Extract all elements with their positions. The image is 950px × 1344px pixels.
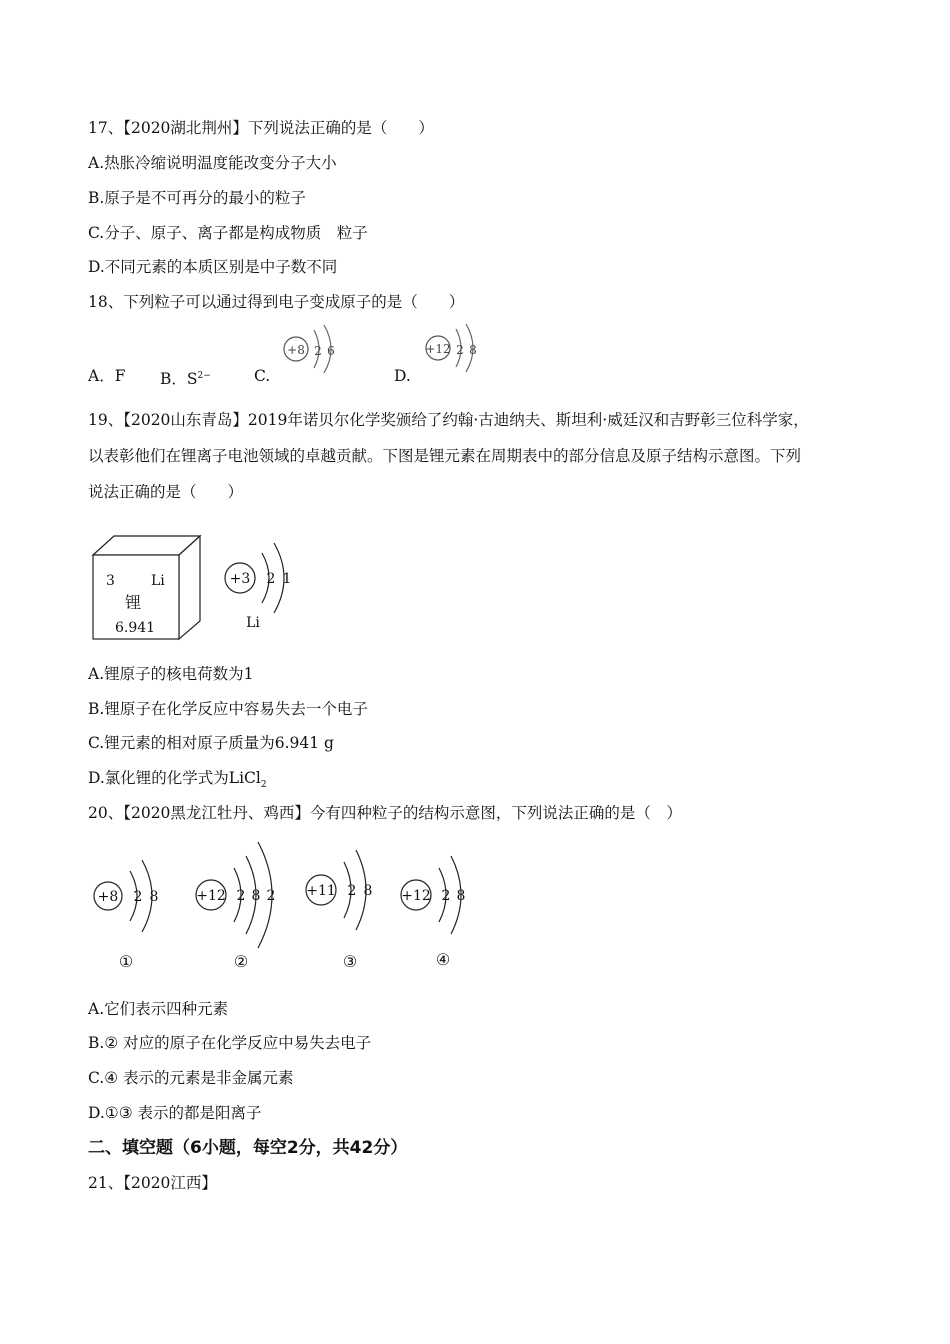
- particle-label: ④: [435, 950, 451, 969]
- q19-lithium-atom: [222, 535, 300, 635]
- nucleus-charge: +12: [196, 888, 226, 904]
- shell-count-1: 2: [266, 571, 276, 587]
- q19-option-d-subscript: 2: [260, 780, 267, 791]
- shell-count-2: 8: [251, 888, 261, 904]
- q17-option-d: D.不同元素的本质区别是中子数不同: [88, 258, 338, 276]
- q20-stem: 20、【2020黑龙江牡丹、鸡西】今有四种粒子的结构示意图，下列说法正确的是（ ）: [88, 804, 682, 822]
- q19-stem: [88, 402, 878, 510]
- particle-label: ②: [233, 952, 249, 971]
- q17-stem: 17、【2020湖北荆州】下列说法正确的是（ ）: [88, 119, 434, 137]
- q17-option-b: B.原子是不可再分的最小的粒子: [88, 189, 306, 207]
- section-heading-fill-blank: 二、填空题（6小题，每空2分，共42分）: [88, 1138, 408, 1158]
- q19-stem-line-1: 19、【2020山东青岛】2019年诺贝尔化学奖颁给了约翰·古迪纳夫、斯坦利·威廷汉和吉野彰三位科学家，: [88, 411, 809, 429]
- particle-2: [196, 842, 275, 971]
- q19-option-a: A.锂原子的核电荷数为1: [88, 665, 254, 683]
- shell-count-2: 8: [149, 889, 159, 905]
- nucleus-charge: +8: [287, 343, 305, 357]
- q18-option-d: D.: [394, 367, 411, 385]
- q20-option-a: A.它们表示四种元素: [88, 1000, 229, 1018]
- particle-1: [94, 860, 158, 971]
- atomic-mass: 6.941: [115, 620, 156, 636]
- particle-3: [306, 850, 372, 971]
- nucleus-charge: +12: [425, 342, 451, 356]
- q19-option-d: [88, 768, 267, 795]
- q20-particle-diagrams: [88, 838, 488, 978]
- shell-count-1: 2: [441, 888, 451, 904]
- q17-option-a: A.热胀冷缩说明温度能改变分子大小: [88, 154, 337, 172]
- shell-count-2: 1: [282, 571, 292, 587]
- q18-diagram-d: [422, 322, 492, 380]
- atomic-number: 3: [106, 573, 115, 589]
- nucleus-charge: +11: [306, 883, 336, 899]
- q18-option-b: [160, 366, 211, 389]
- shell-count-2: 8: [469, 343, 477, 357]
- q19-option-d-text: D.氯化锂的化学式为LiCl: [88, 769, 261, 787]
- shell-count-2: 8: [363, 883, 373, 899]
- shell-count-3: 2: [266, 888, 276, 904]
- q19-stem-line-2: 以表彰他们在锂离子电池领域的卓越贡献。下图是锂元素在周期表中的部分信息及原子结构示意图。下列: [88, 447, 802, 465]
- q18-option-a: A．F: [88, 367, 126, 385]
- shell-count-2: 6: [327, 344, 335, 358]
- shell-count-1: 2: [133, 889, 143, 905]
- nucleus-charge: +12: [401, 888, 431, 904]
- shell-count-1: 2: [456, 343, 464, 357]
- particle-label: ③: [342, 952, 358, 971]
- q18-diagram-c: [280, 322, 350, 380]
- particle-label: ①: [118, 952, 134, 971]
- q20-option-d: D.①③ 表示的都是阳离子: [88, 1104, 262, 1122]
- particle-4: [401, 856, 465, 969]
- q17-option-c: C.分子、原子、离子都是构成物质 粒子: [88, 224, 368, 242]
- q20-option-c: C.④ 表示的元素是非金属元素: [88, 1069, 294, 1087]
- atom-label: Li: [246, 615, 260, 631]
- q19-option-b: B.锂原子在化学反应中容易失去一个电子: [88, 700, 368, 718]
- q18-option-b-charge: 2−: [197, 371, 211, 381]
- cell-side-face: [179, 536, 200, 639]
- shell-count-2: 8: [456, 888, 466, 904]
- shell-count-1: 2: [347, 883, 357, 899]
- q18-stem: 18、下列粒子可以通过得到电子变成原子的是（ ）: [88, 293, 465, 311]
- q19-option-c: C.锂元素的相对原子质量为6.941 g: [88, 734, 334, 752]
- q19-periodic-cell: [88, 533, 206, 643]
- nucleus-charge: +3: [229, 571, 251, 587]
- q19-stem-line-3: 说法正确的是（ ）: [88, 483, 244, 501]
- shell-count-1: 2: [314, 344, 322, 358]
- element-symbol: Li: [151, 573, 165, 589]
- q20-option-b: B.② 对应的原子在化学反应中易失去电子: [88, 1034, 372, 1052]
- element-name: 锂: [125, 593, 142, 612]
- q18-option-c: C.: [254, 367, 271, 385]
- nucleus-charge: +8: [97, 889, 119, 905]
- q18-option-b-text: B．S: [160, 370, 198, 389]
- q21-stem: 21、【2020江西】: [88, 1174, 217, 1192]
- shell-count-1: 2: [236, 888, 246, 904]
